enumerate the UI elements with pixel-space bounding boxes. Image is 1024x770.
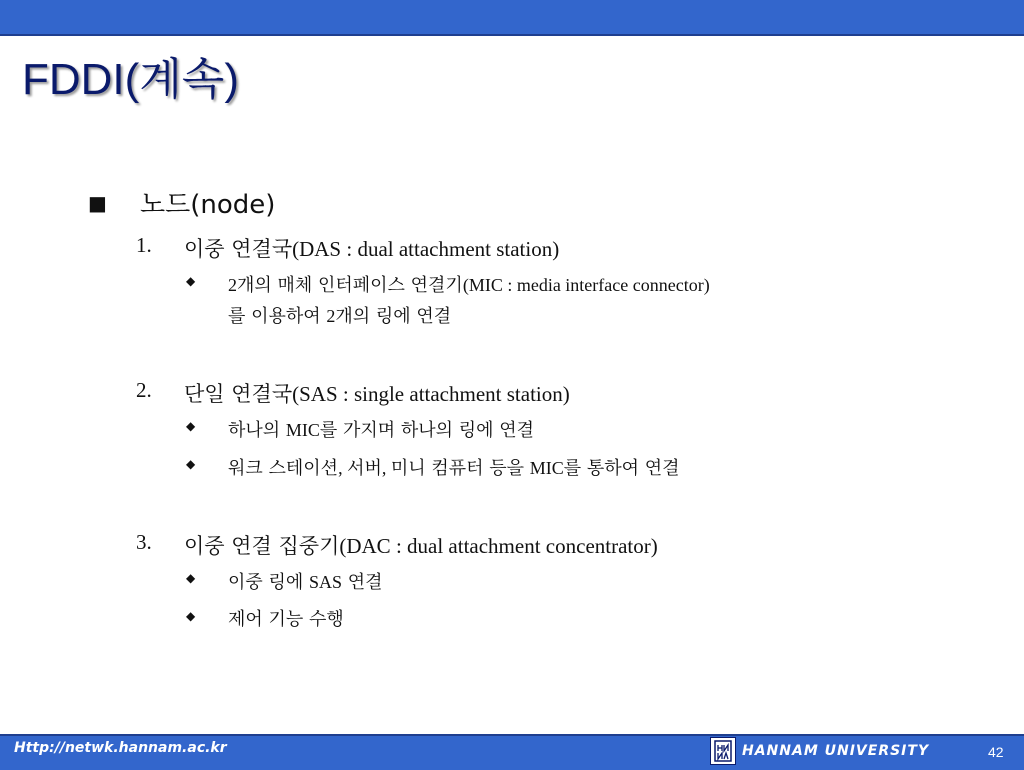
item-label-english: (DAS : dual attachment station) [292, 237, 560, 261]
item-label [184, 378, 570, 408]
numbered-item [136, 378, 570, 408]
item-number: 3. [136, 530, 152, 554]
text-segment: 미니 컴퓨터 등을 [390, 458, 530, 479]
text-segment: , [381, 458, 391, 478]
item-label [184, 233, 559, 263]
sub-bullet [186, 567, 928, 598]
sub-bullet-text [228, 270, 928, 332]
item-label [184, 530, 658, 560]
diamond-bullet-icon: ◆ [186, 274, 196, 288]
text-segment: 개의 링에 연결 [335, 306, 452, 327]
text-segment: MIC [285, 420, 320, 440]
item-label-english: (DAC : dual attachment concentrator) [339, 534, 658, 558]
text-segment: 제어 기능 수행 [228, 609, 344, 630]
university-brand [710, 738, 929, 764]
sub-bullet-text [228, 453, 928, 484]
item-label-english: (SAS : single attachment station) [292, 382, 570, 406]
text-segment: 를 통하여 연결 [563, 458, 680, 479]
item-label-korean: 단일 연결국 [184, 382, 293, 406]
sub-bullet-line [228, 605, 928, 635]
footer-url: Http://netwk.hannam.ac.kr [14, 740, 227, 756]
text-segment: 워크 스테이션 [228, 458, 339, 479]
item-label-korean: 이중 연결국 [184, 237, 293, 261]
numbered-item [136, 530, 658, 560]
text-segment: , [338, 458, 348, 478]
item-number: 1. [136, 233, 152, 257]
text-segment: MIC [529, 458, 564, 478]
main-bullet [88, 184, 275, 221]
square-bullet-icon: ■ [88, 190, 107, 215]
diamond-bullet-icon: ◆ [186, 457, 196, 471]
diamond-bullet-icon: ◆ [186, 571, 196, 585]
item-number: 2. [136, 378, 152, 402]
text-segment: 서버 [347, 458, 382, 479]
slide-title: FDDI(계속) [22, 55, 239, 104]
diamond-bullet-icon: ◆ [186, 609, 196, 623]
sub-bullet [186, 605, 928, 635]
sub-bullet-line [228, 270, 928, 301]
sub-bullet [186, 415, 928, 446]
sub-bullet-text [228, 567, 928, 598]
item-label-korean: 이중 연결 집중기 [184, 534, 340, 558]
sub-bullet [186, 270, 928, 332]
sub-bullet-line [228, 415, 928, 446]
page-number: 42 [988, 744, 1004, 760]
numbered-item [136, 233, 559, 263]
university-name: HANNAM UNIVERSITY [742, 743, 930, 759]
text-segment: 하나의 [228, 420, 286, 441]
hannam-logo-icon [710, 737, 736, 765]
sub-bullet-text [228, 605, 928, 635]
text-segment: 이중 링에 [228, 572, 309, 593]
text-segment: 2 [326, 306, 336, 326]
text-segment: SAS [309, 572, 343, 592]
text-segment: 연결 [342, 572, 383, 593]
text-segment: 2 [228, 275, 237, 295]
sub-bullet-line [228, 567, 928, 598]
main-bullet-text: 노드(node) [140, 190, 276, 220]
sub-bullet [186, 453, 928, 484]
sub-bullet-text [228, 415, 928, 446]
sub-bullet-line [228, 301, 928, 332]
text-segment: 개의 매체 인터페이스 연결기 [237, 275, 463, 296]
sub-bullet-line [228, 453, 928, 484]
text-segment: (MIC : media interface connector) [462, 275, 710, 295]
text-segment: 를 가지며 하나의 링에 연결 [319, 420, 535, 441]
text-segment: 를 이용하여 [228, 306, 327, 327]
top-bar [0, 0, 1024, 36]
diamond-bullet-icon: ◆ [186, 419, 196, 433]
